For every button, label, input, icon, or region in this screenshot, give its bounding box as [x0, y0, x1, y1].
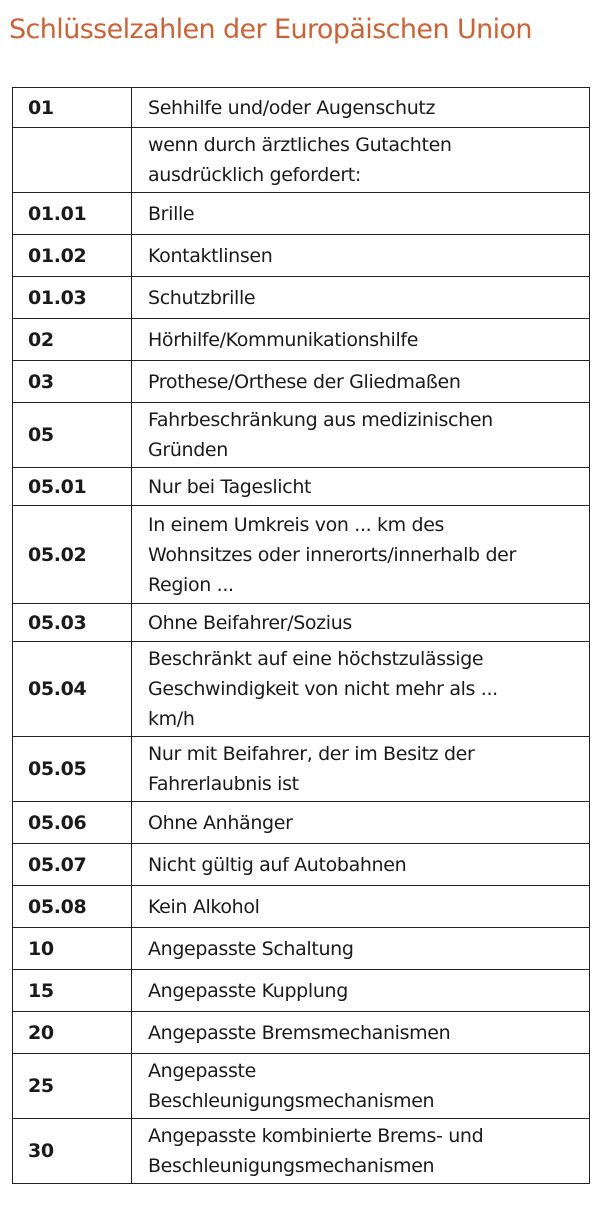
- description-cell: Hörhilfe/Kommunikationshilfe: [132, 319, 590, 361]
- description-cell: Angepasste Schaltung: [132, 928, 590, 970]
- table-row: [13, 1012, 590, 1054]
- table-row: [13, 970, 590, 1012]
- table-row: [13, 604, 590, 642]
- page-title: Schlüsselzahlen der Europäischen Union: [9, 14, 532, 45]
- description-cell: In einem Umkreis von ... km des Wohnsitzes oder innerorts/innerhalb der Region ...: [132, 506, 590, 604]
- code-cell: 30: [13, 1119, 132, 1184]
- code-cell: 05.03: [13, 604, 132, 642]
- code-cell: 01.02: [13, 235, 132, 277]
- description-cell: Angepasste Bremsmechanismen: [132, 1012, 590, 1054]
- table-row: [13, 193, 590, 235]
- table-row: [13, 1054, 590, 1119]
- table-row: [13, 361, 590, 403]
- description-cell: Beschränkt auf eine höchstzulässige Geschwindigkeit von nicht mehr als ... km/h: [132, 642, 590, 737]
- description-cell: wenn durch ärztliches Gutachten ausdrücklich gefordert:: [132, 128, 590, 193]
- code-cell: 03: [13, 361, 132, 403]
- code-cell: 05.07: [13, 844, 132, 886]
- code-cell: 10: [13, 928, 132, 970]
- description-cell: Schutzbrille: [132, 277, 590, 319]
- code-cell: 05.01: [13, 468, 132, 506]
- table-row: [13, 403, 590, 468]
- table-row: [13, 844, 590, 886]
- table-row: [13, 802, 590, 844]
- table-row: [13, 737, 590, 802]
- code-cell: 01: [13, 88, 132, 128]
- codes-table: [12, 87, 590, 1184]
- table-row: [13, 88, 590, 128]
- code-cell: [13, 128, 132, 193]
- code-cell: 25: [13, 1054, 132, 1119]
- description-cell: Brille: [132, 193, 590, 235]
- table-row: [13, 642, 590, 737]
- code-cell: 05.02: [13, 506, 132, 604]
- code-cell: 05.04: [13, 642, 132, 737]
- description-cell: Angepasste kombinierte Brems- und Beschleunigungsmechanismen: [132, 1119, 590, 1184]
- code-cell: 05: [13, 403, 132, 468]
- codes-table-body: [13, 88, 590, 1184]
- description-cell: Prothese/Orthese der Gliedmaßen: [132, 361, 590, 403]
- description-cell: Ohne Beifahrer/Sozius: [132, 604, 590, 642]
- code-cell: 15: [13, 970, 132, 1012]
- table-row: [13, 468, 590, 506]
- table-row: [13, 128, 590, 193]
- table-row: [13, 319, 590, 361]
- code-cell: 05.05: [13, 737, 132, 802]
- description-cell: Nicht gültig auf Autobahnen: [132, 844, 590, 886]
- table-row: [13, 928, 590, 970]
- code-cell: 02: [13, 319, 132, 361]
- table-row: [13, 886, 590, 928]
- description-cell: Fahrbeschränkung aus medizinischen Gründen: [132, 403, 590, 468]
- description-cell: Kein Alkohol: [132, 886, 590, 928]
- table-row: [13, 506, 590, 604]
- table-row: [13, 277, 590, 319]
- code-cell: 01.03: [13, 277, 132, 319]
- description-cell: Sehhilfe und/oder Augenschutz: [132, 88, 590, 128]
- description-cell: Nur bei Tageslicht: [132, 468, 590, 506]
- codes-table-wrapper: [12, 87, 590, 1184]
- table-row: [13, 1119, 590, 1184]
- code-cell: 05.06: [13, 802, 132, 844]
- code-cell: 05.08: [13, 886, 132, 928]
- description-cell: Kontaktlinsen: [132, 235, 590, 277]
- description-cell: Angepasste Kupplung: [132, 970, 590, 1012]
- description-cell: Ohne Anhänger: [132, 802, 590, 844]
- description-cell: Nur mit Beifahrer, der im Besitz der Fahrerlaubnis ist: [132, 737, 590, 802]
- code-cell: 20: [13, 1012, 132, 1054]
- description-cell: Angepasste Beschleunigungsmechanismen: [132, 1054, 590, 1119]
- table-row: [13, 235, 590, 277]
- code-cell: 01.01: [13, 193, 132, 235]
